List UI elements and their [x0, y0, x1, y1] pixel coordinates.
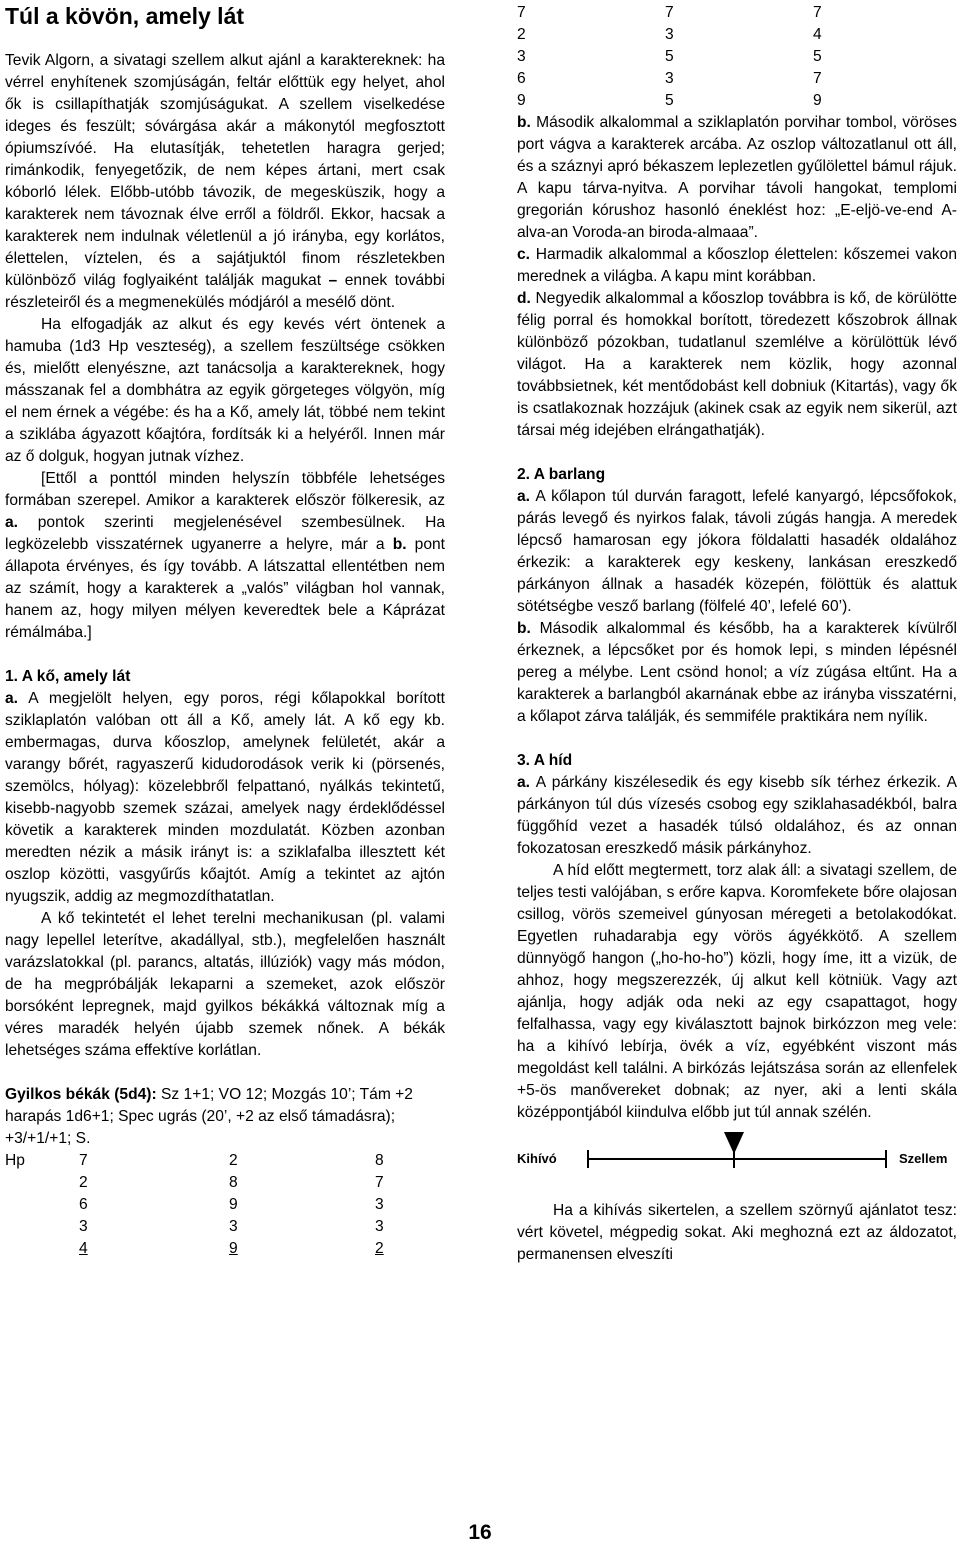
- text: Második alkalommal és később, ha a karakterek kívülről érkeznek, a lépcsőket por és homok lepi, s minden lépésnél pereg a mélybe. Lent csönd honol; a víz zúgása eltűnt. Ha a karakterek a barlangból akarnának ebbe az irányba visszatérni, a kőlapot zárva találják, és semmiféle praktikára nem nyílik.: [517, 620, 957, 725]
- text: pontok szerinti megjelenésével szembesülnek. Ha legközelebb visszatérnek ugyanerre a helyre, már a: [5, 514, 445, 553]
- scale-tick: [587, 1150, 589, 1168]
- table-cell: 7: [375, 1174, 384, 1191]
- dash: –: [321, 272, 345, 289]
- paragraph: Ha a kihívás sikertelen, a szellem szörnyű ajánlatot tesz: vért követel, mégpedig sokat. Aki meghozná ezt az áldozatot, permanensen elveszíti: [517, 1202, 957, 1263]
- table-cell: 7: [517, 4, 526, 21]
- label: b.: [517, 620, 531, 637]
- scale-line: [587, 1158, 887, 1160]
- hp-label: Hp: [5, 1152, 25, 1169]
- table-row: [517, 68, 822, 90]
- paragraph: [517, 486, 957, 618]
- table-cell: 9: [517, 92, 526, 109]
- center-marker-icon: [724, 1132, 744, 1154]
- table-cell: 9: [813, 92, 822, 109]
- table-cell: 3: [375, 1196, 384, 1213]
- paragraph: [517, 618, 957, 728]
- table-cell: 8: [229, 1174, 238, 1191]
- intro-paragraph: [5, 50, 445, 314]
- wrestling-scale-diagram: [517, 1132, 957, 1176]
- text: A megjelölt helyen, egy poros, régi kőlapokkal borított sziklaplatón valóban ott áll a Kő, amely lát. A kő egy kb. embermagas, durva kőoszlop, amelynek felületét, akár a varangy bőrét, ragyaszerű kidudorodások verik ki (pörsenés, szemölcs, hólyag): közelebbről felpattanó, nyálkás tekintetű, kisebb-nagyobb szemek százai, amelyek nagy érdeklődéssel követik a karakterek minden mozdulatát. Közben azonban meredten nézik a másik irányt is: a sziklafalba illesztett két oszlop közötti, vasgyűrűs kőajtót. Amíg a tekintet az ajtón nyugszik, addig az megmozdíthatatlan.: [5, 690, 445, 905]
- text: Harmadik alkalommal a kőoszlop élettelen: kőszemei vakon merednek a világba. A kapu mint korábban.: [517, 246, 957, 285]
- table-row: [517, 24, 822, 46]
- stat-block: [5, 1084, 445, 1150]
- table-row: [5, 1194, 384, 1216]
- table-cell: 2: [79, 1174, 88, 1191]
- label: b.: [392, 536, 407, 553]
- paragraph: Ha elfogadják az alkut és egy kevés vért öntenek a hamuba (1d3 Hp veszteség), a szellem feszültsége csökken és, mielőtt elenyészne, azt tanácsolja a karaktereknek, hogy másszanak fel a dombhátra az egyik görgeteges völgyön, míg el nem érnek a végébe: és ha a Kő, amely lát, többé nem tekint a sziklába ágyazott kőajtóra, fordítsák ki a helyéről. Innen már az ő dolguk, hogyan jutnak vízhez.: [5, 316, 445, 465]
- hp-table-continued: [517, 2, 822, 112]
- label: a.: [517, 774, 531, 791]
- right-column: [517, 2, 957, 1266]
- table-cell: 3: [517, 48, 526, 65]
- label: d.: [517, 290, 531, 307]
- table-cell: 3: [665, 70, 674, 87]
- stat-text: Sz 1+1; VO 12; Mozgás 10’; Tám +2 harapás 1d6+1; Spec ugrás (20’, +2 az első támadásra); +3/+1/+1; S.: [5, 1086, 413, 1147]
- table-row: [517, 46, 822, 68]
- table-row: [5, 1150, 384, 1172]
- section-heading: 2. A barlang: [517, 466, 606, 483]
- table-cell: 2: [375, 1240, 384, 1257]
- table-cell: 6: [79, 1196, 88, 1213]
- label: a.: [5, 514, 19, 531]
- label: a.: [517, 488, 531, 505]
- paragraph: A kő tekintetét el lehet terelni mechanikusan (pl. valami nagy lepellel leterítve, akadállyal, stb.), megfelelően használt varázslatokkal (pl. parancs, altatás, illúziók) vagy más módon, de ha megpróbálják lekaparni a szemeket, azok először borsóként lepregnek, majd gyilkos békákká változnak míg a véres maradék helyén újabb szemek nőnek. A békák lehetséges száma effektíve korlátlan.: [5, 910, 445, 1059]
- table-cell: 7: [79, 1152, 88, 1169]
- left-column: [5, 0, 445, 1260]
- table-cell: 7: [813, 70, 822, 87]
- table-cell: 3: [79, 1218, 88, 1235]
- table-cell: 9: [229, 1240, 238, 1257]
- label: c.: [517, 246, 531, 263]
- stat-name: Gyilkos békák (5d4):: [5, 1086, 157, 1103]
- paragraph: [517, 772, 957, 860]
- text: A párkány kiszélesedik és egy kisebb sík térhez érkezik. A párkányon túl dús vízesés csobog egy sziklahasadékból, balra függőhíd vezet a hasadék túlsó oldalához, és az onnan fokozatosan ereszkedő másik párkányhoz.: [517, 774, 957, 857]
- table-cell: 9: [229, 1196, 238, 1213]
- table-cell: 8: [375, 1152, 384, 1169]
- table-cell: 2: [517, 26, 526, 43]
- section-heading: 1. A kő, amely lát: [5, 668, 131, 685]
- page-title: Túl a kövön, amely lát: [5, 3, 245, 29]
- table-row: [5, 1238, 384, 1260]
- table-row: [5, 1216, 384, 1238]
- page-number: 16: [468, 1521, 492, 1544]
- paragraph: [5, 688, 445, 908]
- text: [Ettől a ponttól minden helyszín többféle lehetséges formában szerepel. Amikor a karakterek először fölkeresik, az: [5, 470, 445, 509]
- table-cell: 4: [79, 1240, 88, 1257]
- table-cell: 2: [229, 1152, 238, 1169]
- table-cell: 3: [665, 26, 674, 43]
- paragraph: [5, 468, 445, 644]
- text: Második alkalommal a sziklaplatón porvihar tombol, vöröses port vágva a karakterek arcába. Az oszlop változatlanul ott áll, és a száznyi apró békaszem leplezetlen gyűlölettel bámul rájuk. A kapu tárva-nyitva. A porvihar távoli hangokat, templomi gregorián kórushoz hasonló éneklést hoz: „E-eljö-ve-end A-alva-an Voroda-an biroda-almaaa”.: [517, 114, 957, 241]
- hp-table: [5, 1150, 384, 1260]
- table-cell: 3: [375, 1218, 384, 1235]
- table-row: [5, 1172, 384, 1194]
- table-cell: 7: [665, 4, 674, 21]
- text: pont állapota érvényes, és így tovább. A látszattal ellentétben nem az számít, hogy a karakterek a „valós” világban hol vannak, hanem az, hogy milyen mélyen keveredtek bele a Káprázat rémálmába.]: [5, 536, 445, 641]
- section-heading: 3. A híd: [517, 752, 573, 769]
- text: ennek további részleteiről és a megmenekülés módjáról a mesélő dönt.: [5, 272, 445, 311]
- table-cell: 5: [813, 48, 822, 65]
- paragraph: A híd előtt megtermett, torz alak áll: a sivatagi szellem, de teljes testi valójában, s erőre kapva. Koromfekete bőre olajosan csillog, vörös szemeivel gúnyosan méregeti a betolakodókat. Egyetlen ruhadarabja egy vörös ágyékkötő. A szellem dünnyögő hangon („ho-ho-ho”) közli, hogy íme, itt a vizük, de ahhoz, hogy megszerezzék, új alkut kell kötniük. Vagy azt ajánlja, hogy adják oda neki az egy csapattagot, hogy felfalhassa, vagy egy kiválasztott bajnok birkózzon meg vele: ha a kihívó lebírja, övék a víz, egyébként viszont más megoldást kell találni. A birkózás lejátszása során az ellenfelek +5-ös manővereket dobnak; az nyer, aki a lenti skála középpontjából kiindulva előbb jut túl annak szélén.: [517, 862, 957, 1121]
- table-row: [517, 2, 822, 24]
- challenger-label: Kihívó: [517, 1151, 557, 1166]
- spirit-label: Szellem: [899, 1151, 948, 1166]
- table-cell: 7: [813, 4, 822, 21]
- label: b.: [517, 114, 531, 131]
- table-cell: 4: [813, 26, 822, 43]
- paragraph: [517, 244, 957, 288]
- table-cell: 6: [517, 70, 526, 87]
- table-row: [517, 90, 822, 112]
- paragraph: [517, 112, 957, 244]
- text: Negyedik alkalommal a kőoszlop továbbra is kő, de körülötte félig porral és homokkal borított, töredezett kőszobrok állnak különböző pózokban, tudatlanul szemlélve a körülöttük lévő világot. Ha a karakterek nem közlik, hogy azonnal továbbsietnek, két mentődobást kell dobniuk (Kitartás), vagy ők is csatlakoznak hozzájuk (akinek csak az egyik nem sikerül, azt társai még idejében elrángathatják).: [517, 290, 957, 439]
- text: Tevik Algorn, a sivatagi szellem alkut ajánl a karaktereknek: ha vérrel enyhítenek szomjúságán, feltár előttük egy helyet, ahol ők is csillapíthatják szomjúságukat. A szellem viselkedése ideges és feszült; sóvárgása akár a mákonytól megfosztott ópiumszívóé. Ha elutasítják, tehetetlen haragra gerjed; rimánkodik, fenyegetőzik, de nem képes ártani, mert csak kóborló lélek. Előbb-utóbb távozik, de megesküszik, hogy a karakterek nem távoznak élve erről a földről. Ekkor, hacsak a karakterek nem indulnak véletlenül a jó irányba, egy korlátos, élettelen, víztelen, és a sajátjuktól finom részletekben különböző világ foglyaiként találják magukat: [5, 52, 445, 289]
- label: a.: [5, 690, 19, 707]
- table-cell: 3: [229, 1218, 238, 1235]
- table-cell: 5: [665, 92, 674, 109]
- paragraph: [517, 288, 957, 442]
- text: A kőlapon túl durván faragott, lefelé kanyargó, lépcsőfokok, párás levegő és nyirkos falak, távoli zúgás hangja. A meredek lépcső hamarosan egy jókora földalatti hasadék oldalához érkezik: a karakterek egy keskeny, lankásan ereszkedő párkányon állnak a hasadék közepén, fölöttük és alattuk sötétségbe vesző barlang (fölfelé 40’, lefelé 60’).: [517, 488, 957, 615]
- table-cell: 5: [665, 48, 674, 65]
- scale-tick: [885, 1150, 887, 1168]
